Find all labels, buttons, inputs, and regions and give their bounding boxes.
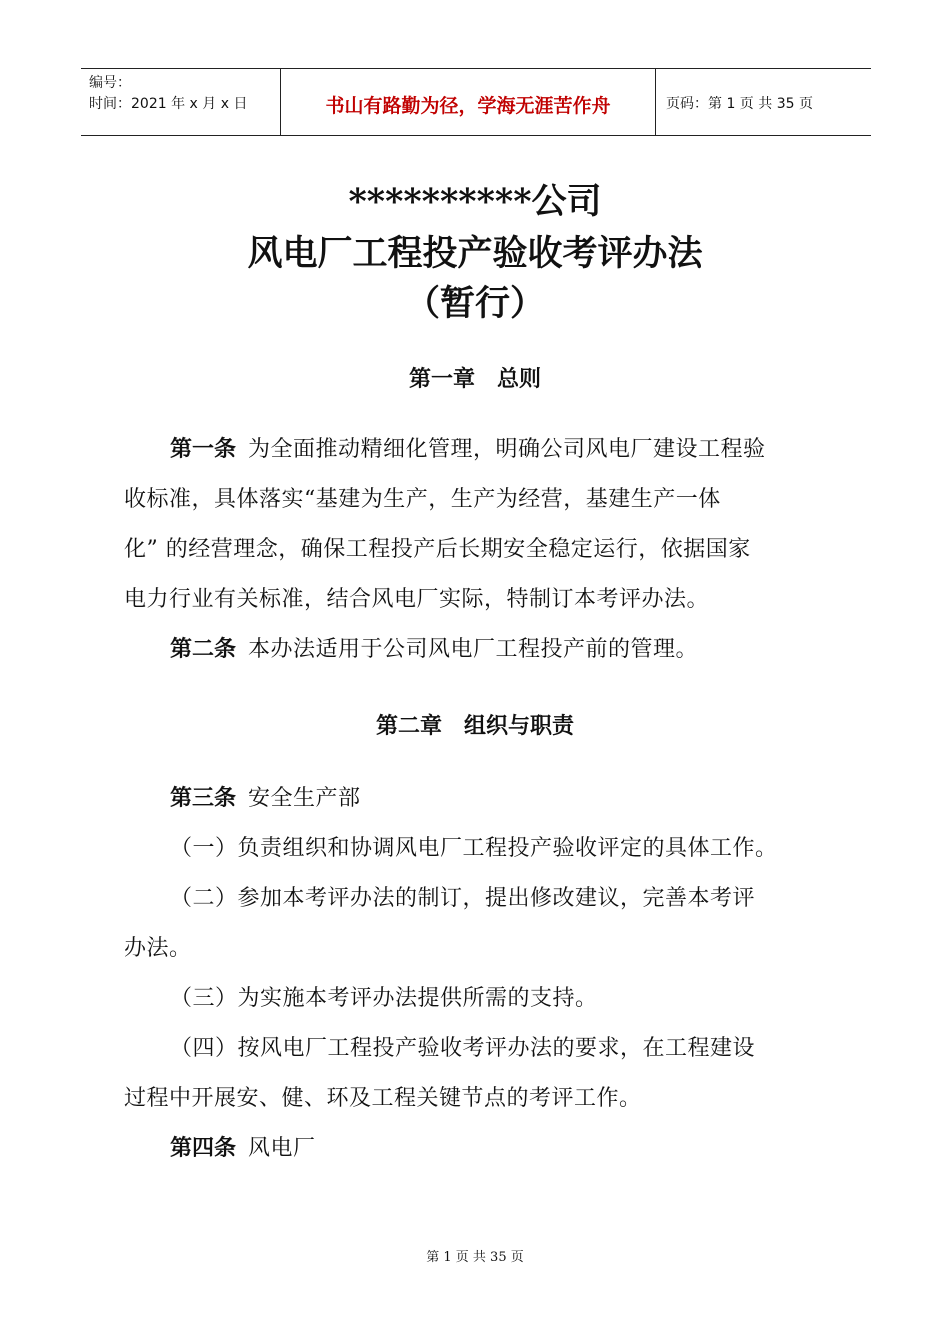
chapter-2-heading: 第二章 组织与职责 <box>375 714 574 739</box>
document-number-label: 编号： <box>89 75 131 91</box>
page-footer: 第 1 页 共 35 页 <box>426 1250 524 1265</box>
article-3-line <box>170 784 361 814</box>
article-3-item-1: （一）负责组织和协调风电厂工程投产验收评定的具体工作。 <box>170 836 778 861</box>
article-4-text: 风电厂 <box>248 1136 316 1161</box>
article-1-line-2: 收标准，具体落实“基建为生产，生产为经营，基建生产一体 <box>124 487 721 512</box>
article-3-item-4-cont: 过程中开展安、健、环及工程关键节点的考评工作。 <box>124 1086 642 1111</box>
header-page-info: 页码：第 1 页 共 35 页 <box>666 96 813 112</box>
header-table <box>81 68 871 136</box>
document-time-label: 时间：2021 年 x 月 x 日 <box>89 96 248 112</box>
header-meta-cell <box>81 69 281 135</box>
article-3-item-2: （二）参加本考评办法的制订，提出修改建议，完善本考评 <box>170 886 756 911</box>
title-main: 风电厂工程投产验收考评办法 <box>247 233 703 274</box>
article-2-label: 第二条 <box>170 637 237 662</box>
article-1-line-1 <box>170 435 766 465</box>
article-1-line-4: 电力行业有关标准，结合风电厂实际，特制订本考评办法。 <box>124 587 710 612</box>
header-page-cell <box>656 69 871 135</box>
article-3-item-4: （四）按风电厂工程投产验收考评办法的要求，在工程建设 <box>170 1036 756 1061</box>
article-1-line-3: 化” 的经营理念，确保工程投产后长期安全稳定运行，依据国家 <box>124 537 751 562</box>
chapter-1-heading: 第一章 总则 <box>408 367 541 392</box>
title-company: **********公司 <box>348 181 602 222</box>
article-3-label: 第三条 <box>170 786 237 811</box>
article-1-label: 第一条 <box>170 437 237 462</box>
title-provisional: （暂行） <box>404 283 545 324</box>
article-2-line <box>170 635 698 665</box>
article-2-text: 本办法适用于公司风电厂工程投产前的管理。 <box>248 637 699 662</box>
article-3-item-2-cont: 办法。 <box>124 936 192 961</box>
header-motto: 书山有路勤为径，学海无涯苦作舟 <box>325 95 611 117</box>
article-3-item-3: （三）为实施本考评办法提供所需的支持。 <box>170 986 598 1011</box>
article-1-text-1: 为全面推动精细化管理，明确公司风电厂建设工程验 <box>248 437 766 462</box>
article-4-label: 第四条 <box>170 1136 237 1161</box>
article-4-line <box>170 1134 316 1164</box>
header-motto-cell <box>281 69 656 135</box>
article-3-text: 安全生产部 <box>248 786 361 811</box>
